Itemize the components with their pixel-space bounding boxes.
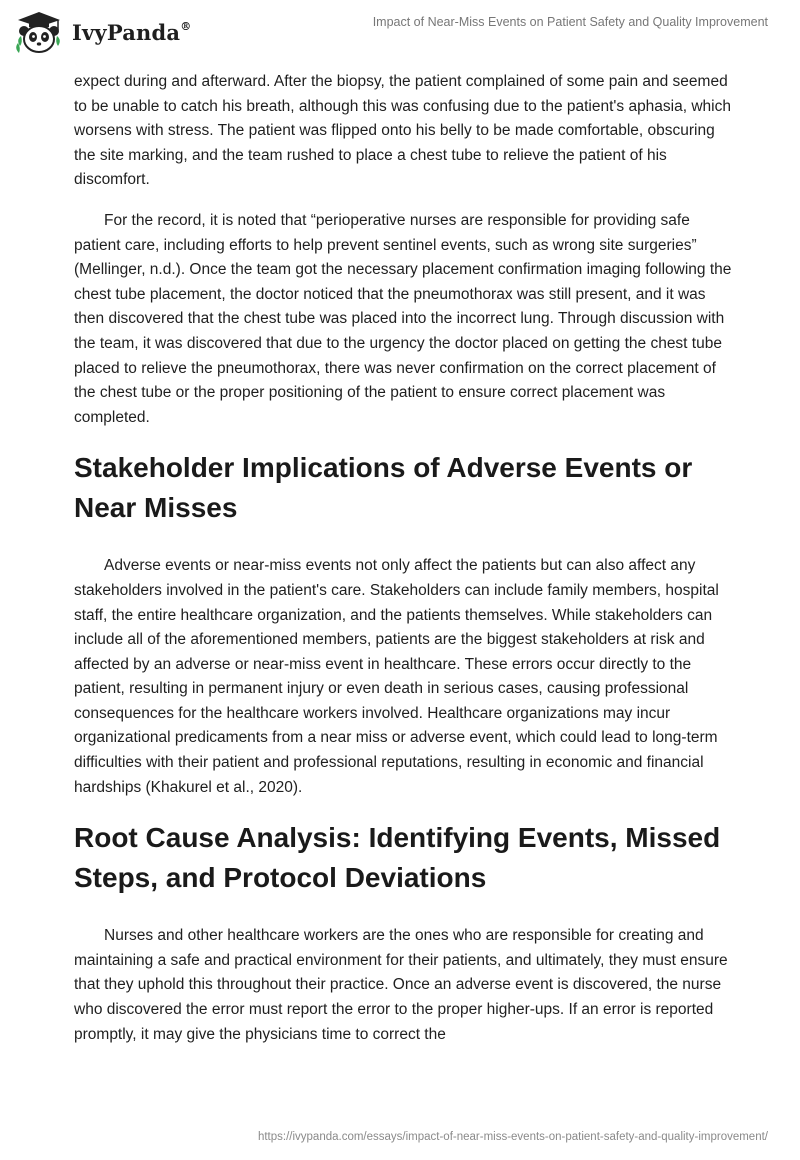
ivypanda-logo[interactable]	[14, 10, 191, 56]
document-title: Impact of Near-Miss Events on Patient Safety and Quality Improvement	[372, 15, 768, 29]
brand-name: IvyPanda®	[72, 19, 192, 45]
paragraph-2: For the record, it is noted that “perioperative nurses are responsible for providing safe patient care, including efforts to help prevent sentinel events, such as wrong site surgeries” (Mellinger, n.d.). Once the team got the necessary placement confirmation imaging following the chest tube placement, the doctor noticed that the pneumothorax was still present, and it was then discovered that the chest tube was placed into the incorrect lung. Through discussion with the team, it was discovered that due to the urgency the doctor placed on getting the chest tube placed to relieve the pneumothorax, there was never confirmation on the correct placement of the chest tube or the proper positioning of the patient to ensure correct placement was completed.	[74, 211, 732, 426]
page-header	[0, 0, 800, 64]
section-heading-root-cause: Root Cause Analysis: Identifying Events, Missed Steps, and Protocol Deviations	[74, 822, 721, 894]
paragraph-3: Adverse events or near-miss events not only affect the patients but can also affect any stakeholders involved in the patient's care. Stakeholders can include family members, hospital staff, the entire healthcare organization, and the patients themselves. While stakeholders can include all of the aforementioned members, patients are the biggest stakeholders at risk and affected by an adverse or near-miss event in healthcare. These errors occur directly to the patient, resulting in permanent injury or even death in serious cases, causing professional consequences for the healthcare workers involved. Healthcare organizations may incur organizational predicaments from a near miss or adverse event, which could lead to long-term difficulties with their patient and professional reputations, resulting in economic and financial hardships (Khakurel et al., 2020).	[74, 557, 719, 796]
essay-body	[74, 70, 734, 1063]
section-heading-stakeholder: Stakeholder Implications of Adverse Events or Near Misses	[74, 452, 693, 524]
panda-graduate-icon	[14, 10, 64, 56]
paragraph-1: expect during and afterward. After the biopsy, the patient complained of some pain and seemed to be unable to catch his breath, although this was confusing due to the patient's aphasia, which worsens with stress. The patient was flipped onto his belly to be made comfortable, obscuring the site marking, and the team rushed to place a chest tube to relieve the patient of his discomfort.	[74, 73, 731, 189]
footer-url[interactable]: https://ivypanda.com/essays/impact-of-near-miss-events-on-patient-safety-and-quality-improvement/	[257, 1131, 768, 1143]
paragraph-4: Nurses and other healthcare workers are the ones who are responsible for creating and maintaining a safe and practical environment for their patients, and ultimately, they must ensure that they uphold this throughout their practice. Once an adverse event is discovered, the nurse who discovered the error must report the error to the proper higher-ups. If an error is reported promptly, it may give the physicians time to correct the	[74, 927, 728, 1043]
